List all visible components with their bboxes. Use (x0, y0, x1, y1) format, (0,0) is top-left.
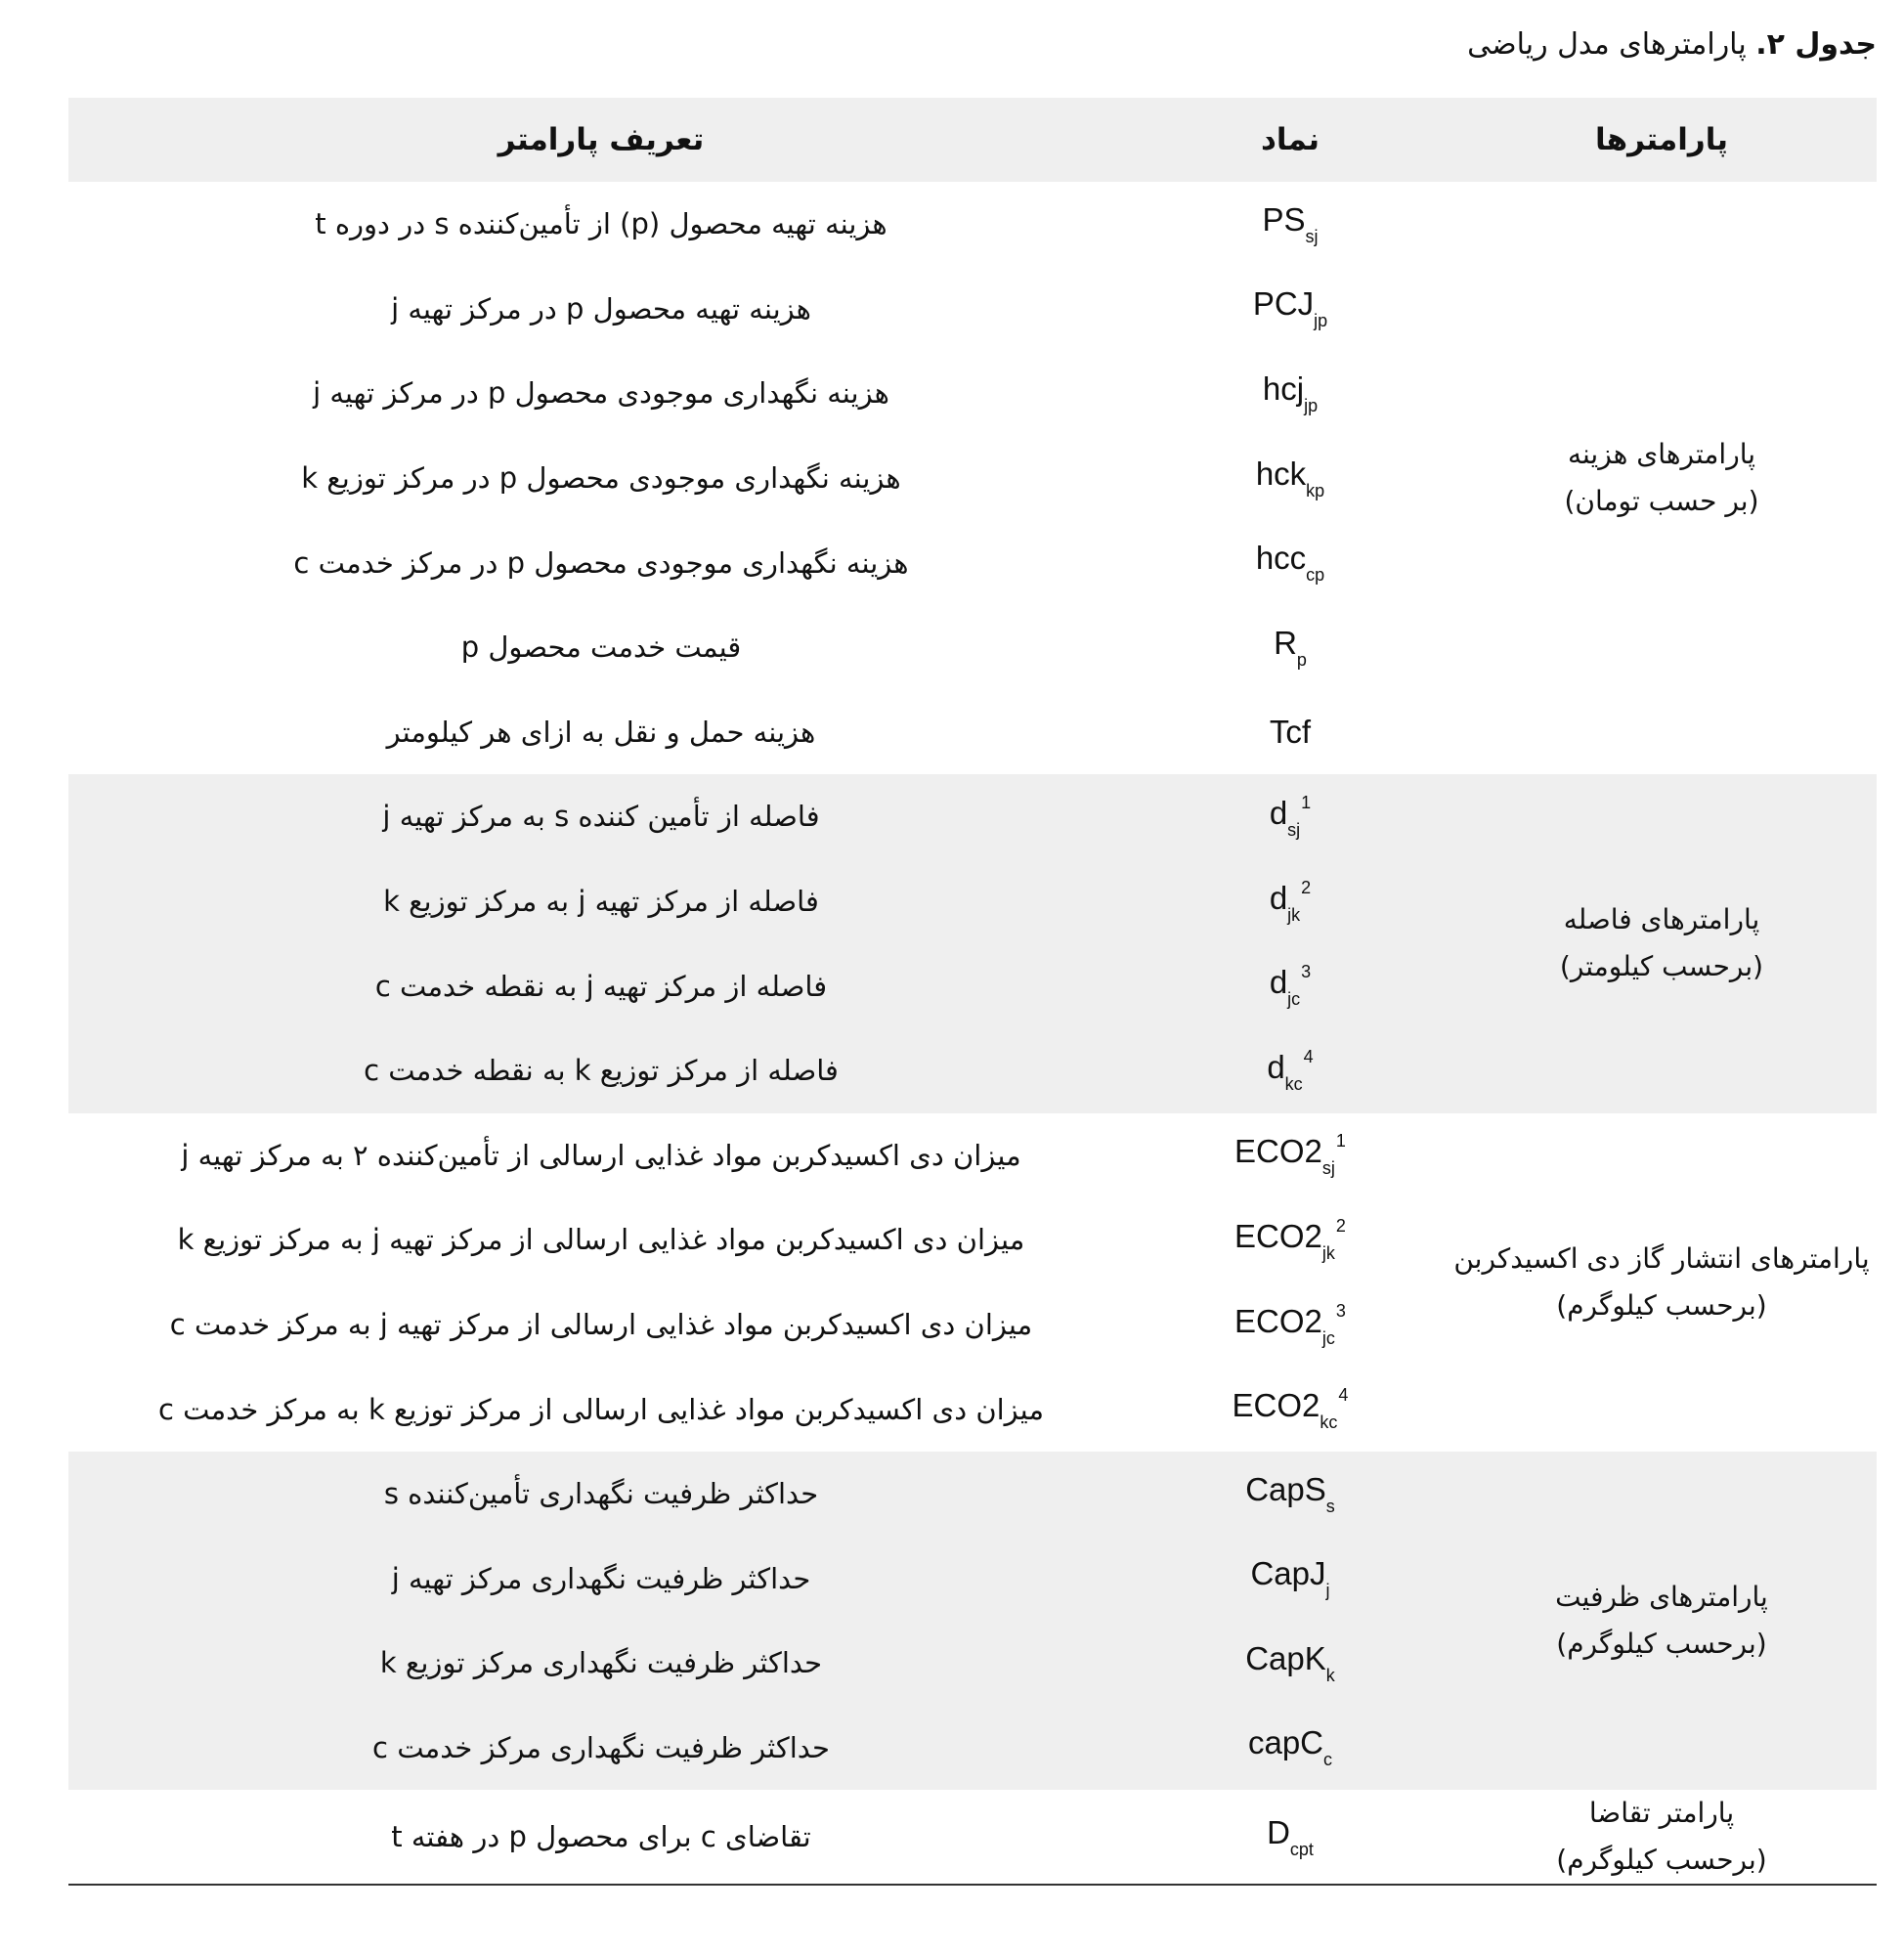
parameter-definition: هزینه حمل و نقل به ازای هر کیلومتر (386, 715, 816, 749)
table-row (68, 1452, 1877, 1537)
symbol-subscript: sj (1305, 226, 1319, 246)
caption-label: جدول ۲. (1755, 27, 1877, 62)
symbol-subscript: cp (1306, 565, 1325, 586)
symbol-base: CapS (1245, 1470, 1326, 1507)
symbol-base: CapK (1245, 1639, 1326, 1676)
group-unit: (برحسب کیلومتر) (1559, 950, 1764, 983)
parameter-definition: حداکثر ظرفیت نگهداری مرکز توزیع k (379, 1646, 823, 1680)
parameter-definition: میزان دی اکسیدکربن مواد غذایی ارسالی از تأمین‌کننده ۲ به مرکز تهیه j (181, 1138, 1021, 1172)
symbol-subscript: jp (1314, 311, 1328, 331)
symbol-subscript: jp (1304, 395, 1319, 415)
group-name: پارامترهای فاصله (1563, 903, 1760, 936)
group-label (1447, 774, 1877, 1112)
group-label (1447, 1113, 1877, 1452)
parameter-group (68, 1452, 1877, 1790)
symbol-base: ECO2 (1234, 1217, 1322, 1254)
parameter-group (68, 1113, 1877, 1452)
parameter-definition: میزان دی اکسیدکربن مواد غذایی ارسالی از مرکز توزیع k به مرکز خدمت c (158, 1392, 1044, 1426)
parameter-definition: حداکثر ظرفیت نگهداری مرکز خدمت c (372, 1730, 830, 1764)
parameter-symbol (1134, 859, 1447, 944)
table-row (68, 774, 1877, 859)
parameter-symbol (1134, 1621, 1447, 1706)
table-header-row (68, 98, 1877, 182)
parameter-symbol (1134, 1452, 1447, 1537)
parameter-symbol (1134, 943, 1447, 1028)
symbol-base: capC (1247, 1724, 1324, 1761)
parameter-definition: هزینه نگهداری موجودی محصول p در مرکز تهیه j (313, 376, 889, 411)
symbol-base: PS (1262, 200, 1306, 238)
symbol-subscript: p (1296, 649, 1307, 670)
parameter-symbol (1134, 1790, 1447, 1885)
group-label (1447, 1790, 1877, 1885)
symbol-base: hck (1255, 455, 1307, 492)
symbol-base: R (1274, 624, 1297, 661)
parameter-definition: فاصله از مرکز توزیع k به نقطه خدمت c (364, 1054, 839, 1088)
parameter-definition: فاصله از مرکز تهیه j به مرکز توزیع k (383, 885, 819, 919)
symbol-subscript: kc (1320, 1412, 1338, 1433)
parameter-definition: هزینه نگهداری موجودی محصول p در مرکز خدمت c (293, 545, 909, 580)
parameter-symbol (1134, 774, 1447, 859)
symbol-subscript: kc (1284, 1073, 1303, 1094)
table-row (68, 182, 1877, 267)
symbol-base: ECO2 (1234, 1302, 1322, 1339)
symbol-subscript: cpt (1289, 1839, 1314, 1859)
symbol-superscript: 1 (1301, 792, 1312, 812)
parameter-definition: میزان دی اکسیدکربن مواد غذایی ارسالی از مرکز تهیه j به مرکز توزیع k (177, 1223, 1025, 1257)
symbol-base: hcc (1255, 540, 1307, 577)
header-symbol: نماد (1261, 122, 1320, 157)
group-unit: (برحسب کیلوگرم) (1556, 1288, 1767, 1322)
symbol-base: CapJ (1250, 1555, 1326, 1592)
parameter-definition: تقاضای c برای محصول p در هفته t (391, 1820, 811, 1854)
group-label (1447, 1452, 1877, 1790)
parameter-symbol (1134, 1537, 1447, 1622)
parameter-symbol (1134, 520, 1447, 605)
parameter-symbol (1134, 1113, 1447, 1198)
symbol-superscript: 3 (1335, 1300, 1346, 1321)
symbol-subscript: s (1325, 1496, 1335, 1516)
parameter-group (68, 182, 1877, 774)
parameter-definition: هزینه نگهداری موجودی محصول p در مرکز توزیع k (301, 461, 901, 496)
symbol-superscript: 3 (1301, 962, 1312, 982)
parameter-symbol (1134, 605, 1447, 690)
header-group: پارامترها (1594, 122, 1729, 157)
parameter-definition: قیمت خدمت محصول p (460, 630, 742, 665)
symbol-base: D (1267, 1813, 1290, 1850)
parameter-symbol (1134, 1367, 1447, 1452)
parameter-definition: حداکثر ظرفیت نگهداری تأمین‌کننده s (383, 1477, 819, 1511)
symbol-subscript: k (1325, 1665, 1335, 1685)
table-row (68, 1790, 1877, 1885)
symbol-base: ECO2 (1232, 1387, 1320, 1424)
symbol-base: ECO2 (1234, 1133, 1322, 1170)
parameter-definition: هزینه تهیه محصول (p) از تأمین‌کننده s در دوره t (315, 207, 887, 241)
symbol-base: PCJ (1252, 285, 1315, 323)
parameter-symbol (1134, 351, 1447, 436)
group-label (1447, 182, 1877, 774)
caption-text: پارامترهای مدل ریاضی (1467, 27, 1756, 62)
symbol-superscript: 4 (1338, 1385, 1349, 1406)
header-definition: تعریف پارامتر (498, 122, 705, 157)
symbol-subscript: kp (1306, 480, 1325, 500)
parameter-symbol (1134, 267, 1447, 352)
symbol-subscript: jc (1321, 1327, 1335, 1348)
symbol-base: hcj (1262, 369, 1305, 407)
symbol-subscript: sj (1321, 1158, 1335, 1179)
symbol-superscript: 2 (1301, 877, 1312, 897)
parameter-definition: فاصله از مرکز تهیه j به نقطه خدمت c (374, 969, 828, 1003)
symbol-subscript: jk (1321, 1242, 1335, 1263)
parameter-symbol (1134, 1282, 1447, 1368)
group-name: پارامتر تقاضا (1588, 1797, 1735, 1830)
table-caption (1467, 27, 1877, 62)
group-name: پارامترهای انتشار گاز دی اکسیدکربن (1453, 1241, 1870, 1275)
symbol-subscript: jk (1287, 904, 1301, 925)
parameter-symbol (1134, 1706, 1447, 1791)
symbol-subscript: j (1325, 1581, 1330, 1601)
parameter-symbol (1134, 436, 1447, 521)
group-unit: (برحسب کیلوگرم) (1556, 1628, 1767, 1661)
symbol-superscript: 1 (1335, 1131, 1346, 1151)
symbol-base: d (1269, 879, 1288, 916)
symbol-base: Tcf (1269, 713, 1312, 750)
parameters-table (68, 98, 1877, 1886)
symbol-subscript: jc (1287, 989, 1301, 1010)
symbol-base: d (1269, 964, 1288, 1001)
parameter-symbol (1134, 690, 1447, 775)
parameter-group (68, 774, 1877, 1112)
symbol-superscript: 4 (1303, 1046, 1314, 1066)
symbol-base: d (1269, 794, 1288, 831)
group-name: پارامترهای ظرفیت (1555, 1581, 1768, 1614)
group-name: پارامترهای هزینه (1567, 438, 1756, 471)
parameter-symbol (1134, 182, 1447, 267)
parameter-symbol (1134, 1197, 1447, 1282)
symbol-superscript: 2 (1335, 1215, 1346, 1236)
parameter-definition: هزینه تهیه محصول p در مرکز تهیه j (391, 291, 811, 326)
symbol-subscript: c (1323, 1750, 1333, 1770)
symbol-base: d (1267, 1048, 1285, 1085)
parameter-definition: فاصله از تأمین کننده s به مرکز تهیه j (382, 800, 820, 834)
parameter-symbol (1134, 1028, 1447, 1113)
group-unit: (برحسب کیلوگرم) (1556, 1844, 1767, 1877)
symbol-subscript: sj (1287, 819, 1301, 840)
parameter-definition: حداکثر ظرفیت نگهداری مرکز تهیه j (391, 1561, 811, 1595)
parameter-group (68, 1790, 1877, 1885)
group-unit: (بر حسب تومان) (1564, 485, 1759, 518)
parameter-definition: میزان دی اکسیدکربن مواد غذایی ارسالی از مرکز تهیه j به مرکز خدمت c (169, 1308, 1033, 1342)
table-row (68, 1113, 1877, 1198)
